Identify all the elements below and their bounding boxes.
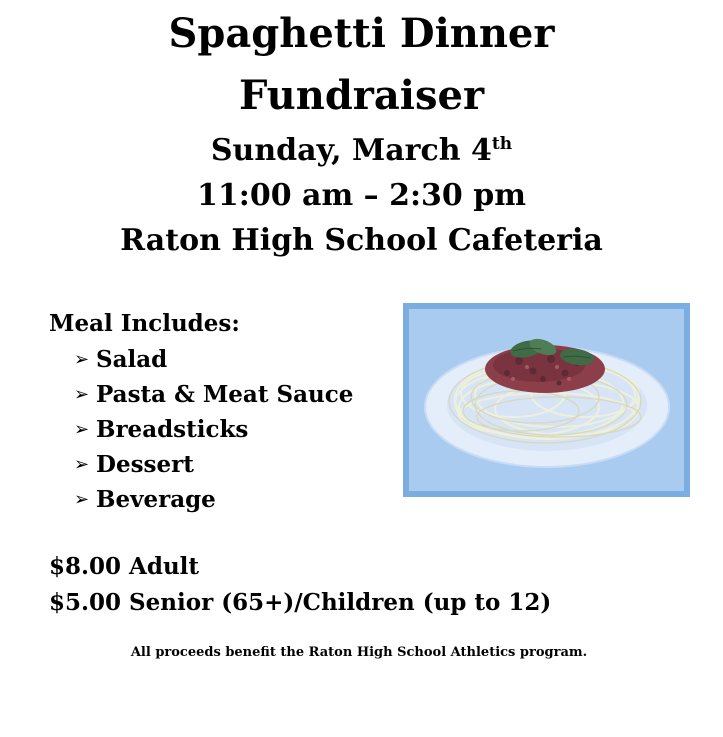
meal-heading: Meal Includes: (49, 310, 240, 337)
arrow-bullet-icon: ➢ (74, 384, 90, 405)
event-time: 11:00 am – 2:30 pm (197, 178, 526, 213)
meal-item-label: Dessert (96, 451, 194, 478)
meal-item-label: Pasta & Meat Sauce (96, 381, 354, 408)
title-line-1: Spaghetti Dinner (168, 10, 555, 57)
title-line-2: Fundraiser (238, 72, 485, 119)
meal-item (74, 482, 353, 517)
arrow-bullet-icon: ➢ (74, 454, 90, 475)
date-suffix: th (491, 134, 513, 154)
meal-item (74, 377, 353, 412)
arrow-bullet-icon: ➢ (74, 419, 90, 440)
meal-item (74, 447, 353, 482)
event-date-text: Sunday, March 4 (210, 133, 492, 168)
proceeds-note: All proceeds benefit the Raton High School Athletics program. (130, 645, 588, 660)
meal-item-label: Beverage (96, 486, 216, 513)
spaghetti-photo (403, 303, 690, 497)
arrow-bullet-icon: ➢ (74, 489, 90, 510)
meal-item-label: Breadsticks (96, 416, 249, 443)
spaghetti-plate-illustration (409, 309, 684, 491)
meal-item (74, 342, 353, 377)
meal-item (74, 412, 353, 447)
event-date (0, 130, 723, 172)
arrow-bullet-icon: ➢ (74, 349, 90, 370)
price-senior-children: $5.00 Senior (65+)/Children (up to 12) (49, 589, 552, 616)
event-location: Raton High School Cafeteria (120, 223, 603, 258)
price-adult: $8.00 Adult (49, 553, 200, 580)
meal-list (74, 342, 353, 517)
meal-item-label: Salad (96, 346, 168, 373)
